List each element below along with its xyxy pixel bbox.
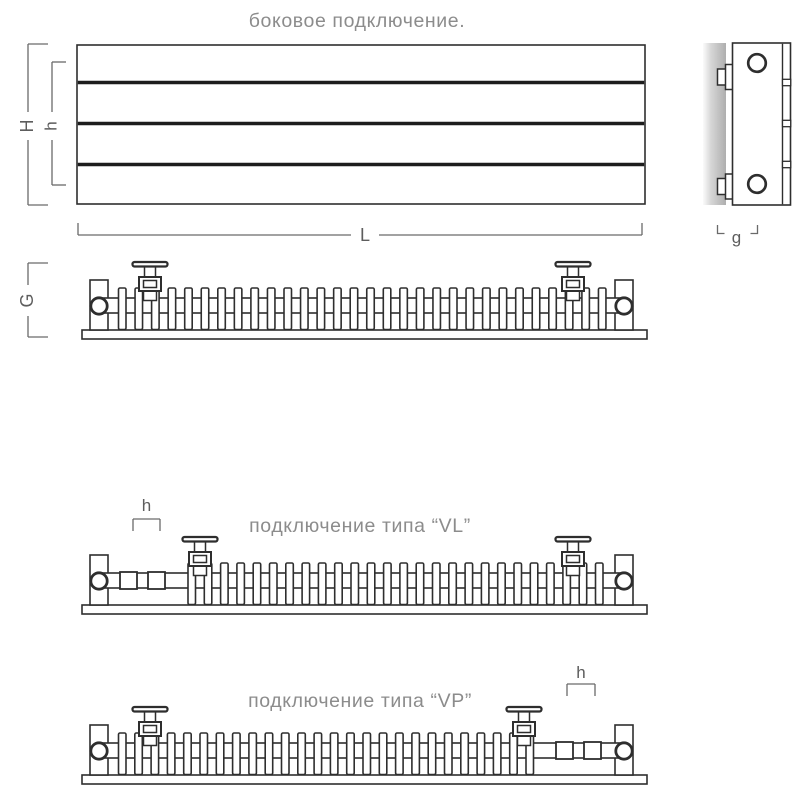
fin: [477, 733, 485, 775]
fin: [135, 288, 143, 330]
fin: [433, 563, 441, 605]
fin: [445, 733, 453, 775]
valve-neck: [518, 736, 531, 746]
valve-handle: [133, 262, 168, 267]
fin: [461, 733, 469, 775]
valve-neck: [567, 566, 580, 576]
fin: [267, 288, 275, 330]
fin: [596, 563, 604, 605]
dim-label-L: L: [359, 225, 371, 245]
fin: [286, 563, 294, 605]
pipe-coupling: [584, 742, 601, 759]
valve-neck: [567, 291, 580, 301]
fin: [119, 288, 127, 330]
dim-label-g: g: [731, 228, 742, 247]
fin: [579, 563, 587, 605]
fin: [400, 288, 408, 330]
plan-view-vp-connection: [82, 707, 647, 784]
dim-label-G: G: [17, 293, 37, 308]
base-plate: [82, 330, 647, 339]
valve-handle: [556, 262, 591, 267]
fin: [167, 733, 175, 775]
fin: [450, 288, 458, 330]
fin: [598, 288, 606, 330]
dimension-h-vp: [567, 684, 595, 696]
pipe-connection: [616, 573, 632, 589]
fin: [185, 288, 193, 330]
vp-view-label: подключение типа “VP”: [248, 690, 472, 712]
fin: [301, 288, 309, 330]
fin: [351, 563, 359, 605]
diagram-title: боковое подключение.: [248, 10, 466, 32]
front-view: [77, 45, 645, 204]
side-view: [703, 43, 791, 205]
fin: [582, 288, 590, 330]
base-plate: [82, 775, 647, 784]
fin: [367, 288, 375, 330]
fin: [314, 733, 322, 775]
fin: [251, 288, 259, 330]
fin: [379, 733, 387, 775]
valve-body-inner: [194, 556, 207, 563]
fin: [412, 733, 420, 775]
fin: [184, 733, 192, 775]
valve-handle: [183, 537, 218, 542]
pipe-coupling: [148, 572, 165, 589]
dim-label-h-vp: h: [576, 663, 586, 682]
fin: [233, 733, 241, 775]
fin: [218, 288, 226, 330]
fin: [234, 288, 242, 330]
fin: [168, 288, 176, 330]
fin: [396, 733, 404, 775]
fin: [200, 733, 208, 775]
valve-handle: [133, 707, 168, 712]
connection-port-top: [748, 54, 766, 72]
fin: [466, 288, 474, 330]
fin: [483, 288, 491, 330]
dim-label-H: H: [17, 119, 37, 133]
fin: [465, 563, 473, 605]
vl-view-label: подключение типа “VL”: [249, 515, 471, 537]
valve-neck: [194, 566, 207, 576]
valve-body-inner: [518, 726, 531, 733]
plan-view-side-connection: [82, 262, 647, 339]
pipe-coupling: [556, 742, 573, 759]
fin: [302, 563, 310, 605]
fin: [499, 288, 507, 330]
fin: [510, 733, 518, 775]
fin: [282, 733, 290, 775]
pipe-connection: [91, 743, 107, 759]
fin: [216, 733, 224, 775]
fin: [265, 733, 273, 775]
dimension-h-vl: [133, 519, 160, 531]
fin: [253, 563, 261, 605]
pipe-connection: [91, 298, 107, 314]
valve-neck: [144, 291, 157, 301]
fin: [547, 563, 555, 605]
fin: [400, 563, 408, 605]
fin: [433, 288, 441, 330]
fin: [334, 288, 342, 330]
fin: [498, 563, 506, 605]
fin: [514, 563, 522, 605]
fin: [367, 563, 375, 605]
pipe: [99, 573, 624, 588]
fin: [516, 288, 524, 330]
valve-neck: [144, 736, 157, 746]
valve-handle: [556, 537, 591, 542]
base-plate: [82, 605, 647, 614]
dim-label-h-vl: h: [141, 496, 152, 515]
fin: [270, 563, 278, 605]
connection-port-bottom: [748, 175, 766, 193]
fin: [416, 563, 424, 605]
fin: [493, 733, 501, 775]
pipe: [99, 743, 624, 758]
pipe-connection: [616, 743, 632, 759]
fin: [201, 288, 209, 330]
plan-view-vl-connection: [82, 537, 647, 614]
valve-body-inner: [567, 556, 580, 563]
valve-handle: [507, 707, 542, 712]
fin: [330, 733, 338, 775]
fin: [317, 288, 325, 330]
fin: [449, 563, 457, 605]
fin: [350, 288, 358, 330]
pipe-connection: [91, 573, 107, 589]
fin: [363, 733, 371, 775]
fin: [298, 733, 306, 775]
fin: [119, 733, 127, 775]
fin: [384, 563, 392, 605]
fin: [249, 733, 257, 775]
fin: [135, 733, 143, 775]
fin: [532, 288, 540, 330]
dim-label-h-front: h: [41, 121, 61, 131]
pipe-coupling: [120, 572, 137, 589]
valve-body-inner: [567, 281, 580, 288]
pipe-connection: [616, 298, 632, 314]
fin: [347, 733, 355, 775]
valve-body-inner: [144, 281, 157, 288]
pipe: [99, 298, 624, 313]
fin: [383, 288, 391, 330]
fin: [284, 288, 292, 330]
fin: [237, 563, 245, 605]
fin: [416, 288, 424, 330]
fin: [481, 563, 489, 605]
valve-body-inner: [144, 726, 157, 733]
fin: [318, 563, 326, 605]
fin: [221, 563, 229, 605]
fin: [428, 733, 436, 775]
fin: [549, 288, 557, 330]
fin: [335, 563, 343, 605]
fin: [530, 563, 538, 605]
